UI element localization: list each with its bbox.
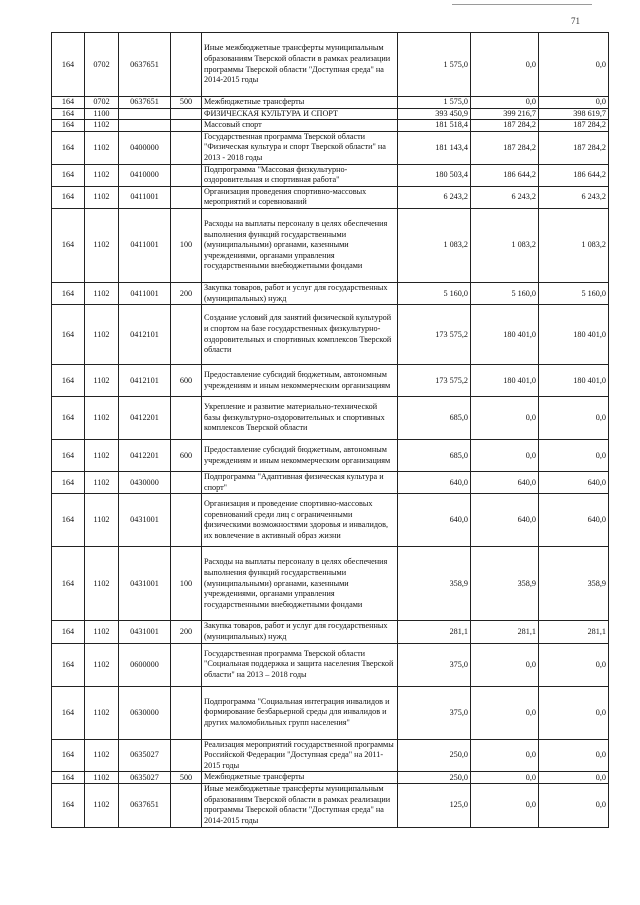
cell-section: 1102 bbox=[85, 305, 119, 365]
table-row bbox=[52, 440, 609, 472]
cell-ved: 164 bbox=[52, 547, 85, 621]
cell-amount-3: 358,9 bbox=[539, 547, 609, 621]
cell-ved: 164 bbox=[52, 686, 85, 739]
cell-amount-3: 398 619,7 bbox=[539, 108, 609, 120]
cell-amount-1: 125,0 bbox=[398, 783, 471, 827]
cell-section: 1102 bbox=[85, 783, 119, 827]
cell-item-name: Предоставление субсидий бюджетным, автономным учреждениям и иным некоммерческим организациям bbox=[202, 440, 398, 472]
cell-amount-1: 1 575,0 bbox=[398, 33, 471, 97]
table-row bbox=[52, 108, 609, 120]
cell-target-item: 0412101 bbox=[119, 365, 171, 397]
cell-amount-2: 640,0 bbox=[471, 494, 539, 547]
cell-ved: 164 bbox=[52, 440, 85, 472]
cell-amount-1: 181 518,4 bbox=[398, 120, 471, 132]
cell-item-name: Межбюджетные трансферты bbox=[202, 97, 398, 109]
cell-expense-type bbox=[171, 186, 202, 208]
cell-expense-type: 200 bbox=[171, 282, 202, 304]
cell-amount-3: 180 401,0 bbox=[539, 305, 609, 365]
cell-amount-2: 0,0 bbox=[471, 686, 539, 739]
cell-item-name: Укрепление и развитие материально-технической базы физкультурно-оздоровительных и спортивных комплексов Тверской области bbox=[202, 397, 398, 440]
cell-amount-2: 187 284,2 bbox=[471, 120, 539, 132]
cell-item-name: Подпрограмма "Адаптивная физическая культура и спорт" bbox=[202, 472, 398, 494]
cell-section: 1102 bbox=[85, 643, 119, 686]
cell-expense-type: 500 bbox=[171, 772, 202, 784]
cell-expense-type bbox=[171, 783, 202, 827]
cell-amount-2: 186 644,2 bbox=[471, 164, 539, 186]
cell-item-name: Государственная программа Тверской области "Физическая культура и спорт Тверской области" на 2013 - 2018 годы bbox=[202, 131, 398, 164]
cell-amount-2: 0,0 bbox=[471, 772, 539, 784]
cell-amount-3: 5 160,0 bbox=[539, 282, 609, 304]
cell-item-name: ФИЗИЧЕСКАЯ КУЛЬТУРА И СПОРТ bbox=[202, 108, 398, 120]
cell-amount-1: 375,0 bbox=[398, 643, 471, 686]
cell-amount-2: 187 284,2 bbox=[471, 131, 539, 164]
cell-item-name: Межбюджетные трансферты bbox=[202, 772, 398, 784]
table-row bbox=[52, 397, 609, 440]
scan-top-rule bbox=[452, 4, 592, 5]
cell-target-item: 0637651 bbox=[119, 33, 171, 97]
cell-item-name: Иные межбюджетные трансферты муниципальным образованиям Тверской области в рамках реализации программы Тверской области "Доступная среда" на 2014-2015 годы bbox=[202, 783, 398, 827]
table-row bbox=[52, 643, 609, 686]
cell-amount-3: 0,0 bbox=[539, 783, 609, 827]
cell-amount-3: 0,0 bbox=[539, 97, 609, 109]
cell-amount-3: 187 284,2 bbox=[539, 120, 609, 132]
table-row bbox=[52, 164, 609, 186]
cell-ved: 164 bbox=[52, 208, 85, 282]
cell-amount-1: 5 160,0 bbox=[398, 282, 471, 304]
cell-amount-1: 1 083,2 bbox=[398, 208, 471, 282]
cell-target-item: 0637651 bbox=[119, 97, 171, 109]
cell-amount-2: 0,0 bbox=[471, 783, 539, 827]
page-number: 71 bbox=[571, 16, 580, 26]
table-row bbox=[52, 494, 609, 547]
cell-target-item: 0412201 bbox=[119, 440, 171, 472]
cell-ved: 164 bbox=[52, 131, 85, 164]
table-row bbox=[52, 365, 609, 397]
table-row bbox=[52, 686, 609, 739]
cell-section: 1102 bbox=[85, 131, 119, 164]
cell-expense-type bbox=[171, 305, 202, 365]
table-row bbox=[52, 621, 609, 643]
cell-item-name: Государственная программа Тверской области "Социальная поддержка и защита населения Тверской области" на 2013 – 2018 годы bbox=[202, 643, 398, 686]
cell-section: 1102 bbox=[85, 282, 119, 304]
table-row bbox=[52, 472, 609, 494]
cell-amount-1: 685,0 bbox=[398, 440, 471, 472]
cell-amount-2: 180 401,0 bbox=[471, 365, 539, 397]
cell-item-name: Предоставление субсидий бюджетным, автономным учреждениям и иным некоммерческим организациям bbox=[202, 365, 398, 397]
cell-expense-type bbox=[171, 739, 202, 772]
cell-amount-3: 0,0 bbox=[539, 772, 609, 784]
cell-ved: 164 bbox=[52, 365, 85, 397]
cell-section: 1102 bbox=[85, 686, 119, 739]
cell-amount-2: 0,0 bbox=[471, 33, 539, 97]
cell-section: 1102 bbox=[85, 772, 119, 784]
cell-amount-3: 1 083,2 bbox=[539, 208, 609, 282]
cell-target-item: 0412201 bbox=[119, 397, 171, 440]
cell-target-item: 0411001 bbox=[119, 282, 171, 304]
cell-target-item: 0431001 bbox=[119, 547, 171, 621]
cell-expense-type bbox=[171, 397, 202, 440]
cell-ved: 164 bbox=[52, 164, 85, 186]
cell-amount-1: 173 575,2 bbox=[398, 305, 471, 365]
cell-amount-2: 0,0 bbox=[471, 739, 539, 772]
cell-ved: 164 bbox=[52, 621, 85, 643]
budget-table-body bbox=[52, 33, 609, 828]
cell-amount-3: 180 401,0 bbox=[539, 365, 609, 397]
cell-item-name: Подпрограмма "Социальная интеграция инвалидов и формирование безбарьерной среды для инвалидов и других маломобильных групп населения" bbox=[202, 686, 398, 739]
cell-section: 1102 bbox=[85, 164, 119, 186]
cell-section: 1102 bbox=[85, 739, 119, 772]
cell-amount-2: 281,1 bbox=[471, 621, 539, 643]
cell-amount-1: 250,0 bbox=[398, 739, 471, 772]
cell-ved: 164 bbox=[52, 397, 85, 440]
cell-expense-type: 500 bbox=[171, 97, 202, 109]
cell-item-name: Подпрограмма "Массовая физкультурно-оздоровительная и спортивная работа" bbox=[202, 164, 398, 186]
cell-amount-1: 393 450,9 bbox=[398, 108, 471, 120]
cell-amount-2: 0,0 bbox=[471, 97, 539, 109]
cell-expense-type: 100 bbox=[171, 547, 202, 621]
cell-item-name: Организация проведения спортивно-массовых мероприятий и соревнований bbox=[202, 186, 398, 208]
cell-amount-2: 0,0 bbox=[471, 440, 539, 472]
cell-amount-2: 0,0 bbox=[471, 643, 539, 686]
budget-table bbox=[51, 32, 609, 828]
cell-amount-2: 6 243,2 bbox=[471, 186, 539, 208]
cell-section: 1102 bbox=[85, 472, 119, 494]
cell-section: 1102 bbox=[85, 208, 119, 282]
cell-section: 1102 bbox=[85, 494, 119, 547]
cell-ved: 164 bbox=[52, 494, 85, 547]
cell-ved: 164 bbox=[52, 282, 85, 304]
cell-amount-1: 358,9 bbox=[398, 547, 471, 621]
cell-item-name: Закупка товаров, работ и услуг для государственных (муниципальных) нужд bbox=[202, 621, 398, 643]
cell-target-item: 0600000 bbox=[119, 643, 171, 686]
table-row bbox=[52, 772, 609, 784]
cell-expense-type bbox=[171, 686, 202, 739]
cell-expense-type: 200 bbox=[171, 621, 202, 643]
cell-amount-1: 6 243,2 bbox=[398, 186, 471, 208]
cell-target-item: 0400000 bbox=[119, 131, 171, 164]
cell-ved: 164 bbox=[52, 186, 85, 208]
cell-amount-3: 0,0 bbox=[539, 440, 609, 472]
cell-expense-type bbox=[171, 108, 202, 120]
cell-ved: 164 bbox=[52, 33, 85, 97]
cell-section: 1102 bbox=[85, 120, 119, 132]
table-row bbox=[52, 120, 609, 132]
cell-amount-1: 180 503,4 bbox=[398, 164, 471, 186]
cell-amount-3: 0,0 bbox=[539, 643, 609, 686]
cell-ved: 164 bbox=[52, 97, 85, 109]
table-row bbox=[52, 186, 609, 208]
cell-amount-2: 1 083,2 bbox=[471, 208, 539, 282]
cell-amount-2: 640,0 bbox=[471, 472, 539, 494]
cell-target-item: 0410000 bbox=[119, 164, 171, 186]
cell-ved: 164 bbox=[52, 772, 85, 784]
cell-target-item: 0630000 bbox=[119, 686, 171, 739]
cell-section: 0702 bbox=[85, 33, 119, 97]
cell-section: 1102 bbox=[85, 621, 119, 643]
cell-amount-2: 5 160,0 bbox=[471, 282, 539, 304]
cell-amount-3: 187 284,2 bbox=[539, 131, 609, 164]
cell-target-item bbox=[119, 108, 171, 120]
table-row bbox=[52, 131, 609, 164]
cell-expense-type: 600 bbox=[171, 365, 202, 397]
cell-target-item: 0411001 bbox=[119, 208, 171, 282]
cell-section: 1102 bbox=[85, 365, 119, 397]
cell-amount-2: 0,0 bbox=[471, 397, 539, 440]
cell-ved: 164 bbox=[52, 472, 85, 494]
cell-section: 1102 bbox=[85, 397, 119, 440]
cell-amount-3: 640,0 bbox=[539, 494, 609, 547]
cell-target-item: 0635027 bbox=[119, 739, 171, 772]
table-row bbox=[52, 305, 609, 365]
table-row bbox=[52, 783, 609, 827]
cell-target-item: 0430000 bbox=[119, 472, 171, 494]
cell-expense-type bbox=[171, 33, 202, 97]
cell-amount-1: 685,0 bbox=[398, 397, 471, 440]
cell-expense-type bbox=[171, 472, 202, 494]
cell-section: 1102 bbox=[85, 547, 119, 621]
cell-target-item: 0412101 bbox=[119, 305, 171, 365]
cell-target-item bbox=[119, 120, 171, 132]
cell-amount-3: 0,0 bbox=[539, 397, 609, 440]
cell-section: 1102 bbox=[85, 186, 119, 208]
cell-expense-type bbox=[171, 643, 202, 686]
cell-section: 0702 bbox=[85, 97, 119, 109]
cell-expense-type bbox=[171, 164, 202, 186]
cell-ved: 164 bbox=[52, 739, 85, 772]
cell-amount-1: 640,0 bbox=[398, 494, 471, 547]
cell-target-item: 0637651 bbox=[119, 783, 171, 827]
cell-target-item: 0411001 bbox=[119, 186, 171, 208]
cell-target-item: 0431001 bbox=[119, 621, 171, 643]
cell-amount-3: 281,1 bbox=[539, 621, 609, 643]
cell-ved: 164 bbox=[52, 783, 85, 827]
cell-expense-type bbox=[171, 494, 202, 547]
cell-ved: 164 bbox=[52, 305, 85, 365]
table-row bbox=[52, 208, 609, 282]
cell-amount-3: 0,0 bbox=[539, 739, 609, 772]
cell-item-name: Расходы на выплаты персоналу в целях обеспечения выполнения функций государственными (муниципальными) органами, казенными учреждениями, органами управления государственными внебюджетными фондами bbox=[202, 547, 398, 621]
cell-item-name: Расходы на выплаты персоналу в целях обеспечения выполнения функций государственными (муниципальными) органами, казенными учреждениями, органами управления государственными внебюджетными фондами bbox=[202, 208, 398, 282]
cell-item-name: Массовый спорт bbox=[202, 120, 398, 132]
cell-expense-type bbox=[171, 131, 202, 164]
cell-amount-1: 1 575,0 bbox=[398, 97, 471, 109]
cell-item-name: Реализация мероприятий государственной программы Российской Федерации "Доступная среда" на 2011-2015 годы bbox=[202, 739, 398, 772]
table-row bbox=[52, 97, 609, 109]
cell-amount-2: 180 401,0 bbox=[471, 305, 539, 365]
cell-expense-type: 600 bbox=[171, 440, 202, 472]
table-row bbox=[52, 547, 609, 621]
cell-amount-3: 6 243,2 bbox=[539, 186, 609, 208]
cell-amount-3: 186 644,2 bbox=[539, 164, 609, 186]
cell-amount-1: 640,0 bbox=[398, 472, 471, 494]
cell-item-name: Иные межбюджетные трансферты муниципальным образованиям Тверской области в рамках реализации программы Тверской области "Доступная среда" на 2014-2015 годы bbox=[202, 33, 398, 97]
cell-amount-1: 281,1 bbox=[398, 621, 471, 643]
cell-amount-2: 399 216,7 bbox=[471, 108, 539, 120]
cell-amount-1: 375,0 bbox=[398, 686, 471, 739]
cell-amount-1: 181 143,4 bbox=[398, 131, 471, 164]
table-row bbox=[52, 33, 609, 97]
cell-amount-3: 640,0 bbox=[539, 472, 609, 494]
cell-section: 1102 bbox=[85, 440, 119, 472]
cell-ved: 164 bbox=[52, 643, 85, 686]
cell-amount-3: 0,0 bbox=[539, 686, 609, 739]
cell-expense-type: 100 bbox=[171, 208, 202, 282]
cell-expense-type bbox=[171, 120, 202, 132]
cell-amount-3: 0,0 bbox=[539, 33, 609, 97]
cell-target-item: 0431001 bbox=[119, 494, 171, 547]
cell-item-name: Организация и проведение спортивно-массовых соревнований среди лиц с ограниченными физическими возможностями здоровья и инвалидов, их вовлечение в активный образ жизни bbox=[202, 494, 398, 547]
cell-amount-1: 250,0 bbox=[398, 772, 471, 784]
cell-ved: 164 bbox=[52, 108, 85, 120]
cell-target-item: 0635027 bbox=[119, 772, 171, 784]
cell-item-name: Закупка товаров, работ и услуг для государственных (муниципальных) нужд bbox=[202, 282, 398, 304]
cell-item-name: Создание условий для занятий физической культурой и спортом на базе государственных физкультурно-оздоровительных и спортивных комплексов Тверской области bbox=[202, 305, 398, 365]
cell-section: 1100 bbox=[85, 108, 119, 120]
table-row bbox=[52, 282, 609, 304]
cell-amount-2: 358,9 bbox=[471, 547, 539, 621]
table-row bbox=[52, 739, 609, 772]
cell-ved: 164 bbox=[52, 120, 85, 132]
cell-amount-1: 173 575,2 bbox=[398, 365, 471, 397]
